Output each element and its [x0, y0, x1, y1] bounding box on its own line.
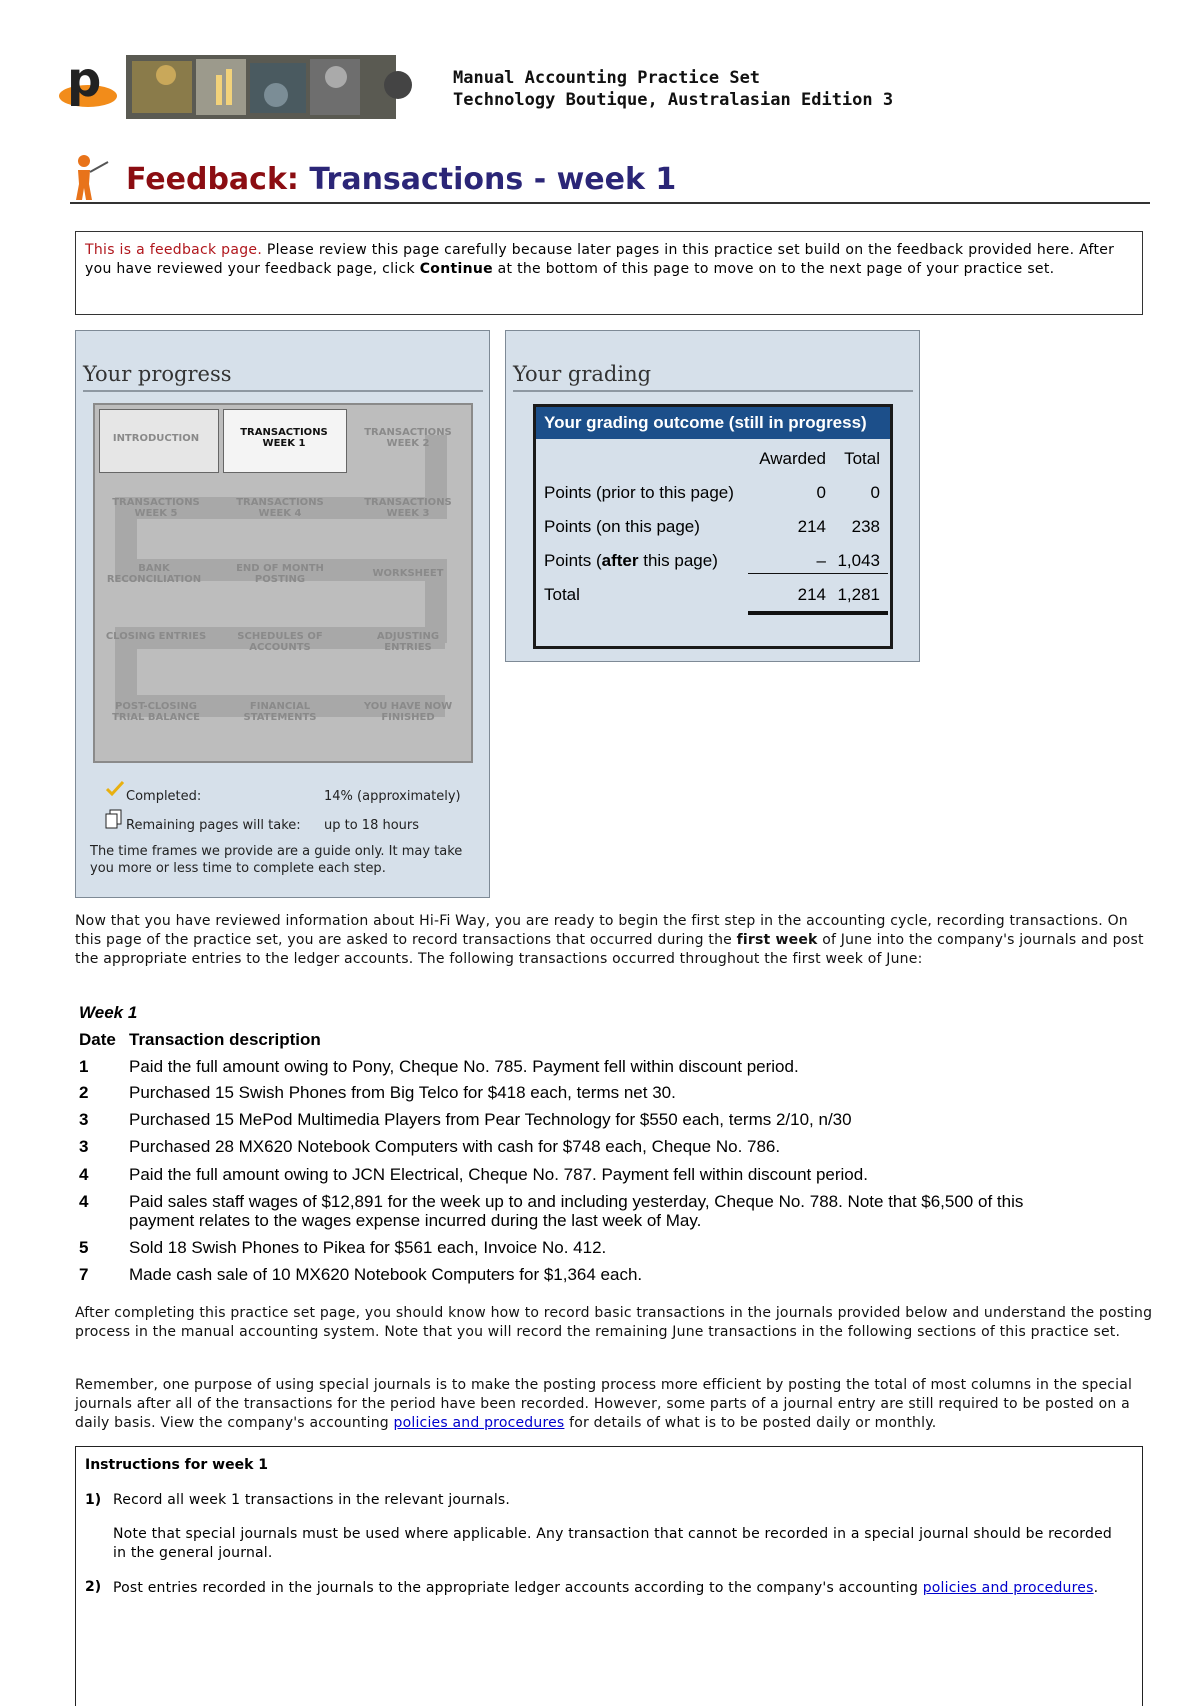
map-transactions-week-4: TRANSACTIONS WEEK 4: [236, 497, 324, 519]
header-title-line1: Manual Accounting Practice Set: [453, 68, 761, 88]
progress-panel: [75, 330, 490, 898]
transaction-date: 3: [79, 1110, 89, 1129]
grading-panel: [505, 330, 920, 662]
grading-row-total: 238: [851, 517, 880, 536]
after-paragraph: After completing this practice set page, you should know how to record basic transactions in the journals provided below and understand the posting process in the manual accounting system. Note that you will record the remaining June transactions in the following sections of this practice set.: [75, 1305, 1153, 1340]
publisher-logo: [58, 52, 118, 112]
col-total: Total: [844, 449, 880, 468]
transaction-desc: Paid the full amount owing to JCN Electrical, Cheque No. 787. Payment fell within discount period.: [129, 1165, 868, 1184]
grading-row-awarded: –: [816, 551, 826, 570]
progress-map: [93, 403, 473, 763]
remember-paragraph: Remember, one purpose of using special journals is to make the posting process more efficient by posting the total of most columns in the special journals after all of the transactions for the period have been recorded. However, some parts of a journal entry are still required to be posted on a daily basis. View the company's accounting policies and procedures for details of what is to be posted daily or monthly.: [75, 1377, 1133, 1431]
page-title-label: Feedback:: [126, 162, 299, 197]
col-date-header: Date: [79, 1030, 116, 1049]
transaction-date: 4: [79, 1165, 89, 1184]
grading-total-row: [544, 579, 884, 609]
page-title-text: Transactions - week 1: [309, 162, 677, 197]
intro-paragraph: Now that you have reviewed information about Hi-Fi Way, you are ready to begin the first step in the accounting cycle, recording transactions. On this page of the practice set, you are asked to record transactions that occurred during the first week of June into the company's journals and post the appropriate entries to the ledger accounts. The following transactions occurred throughout the first week of June:: [75, 913, 1144, 967]
col-awarded: Awarded: [759, 449, 826, 468]
col-desc-header: Transaction description: [129, 1030, 321, 1049]
transaction-date: 4: [79, 1192, 89, 1211]
remaining-label: Remaining pages will take:: [126, 818, 301, 833]
grading-table: [533, 404, 893, 649]
grading-row-label: Points (after this page): [544, 551, 718, 570]
map-transactions-week-1: TRANSACTIONS WEEK 1: [240, 427, 328, 449]
grading-row-total: 1,281: [837, 585, 880, 604]
grading-row-awarded: 214: [797, 517, 826, 536]
grading-row-total: 0: [870, 483, 880, 502]
grading-row: [544, 477, 884, 507]
progress-title: Your progress: [83, 362, 232, 386]
instructions-title: Instructions for week 1: [85, 1457, 268, 1473]
transaction-desc: Purchased 15 MePod Multimedia Players from Pear Technology for $550 each, terms 2/10, n/30: [129, 1110, 852, 1129]
policies-link[interactable]: policies and procedures: [922, 1580, 1094, 1596]
grading-row-label: Points (prior to this page): [544, 483, 734, 502]
transaction-desc: Paid sales staff wages of $12,891 for the week up to and including yesterday, Cheque No. 788. Note that $6,500 of this payment relates to the wages expense incurred during the last week of May.: [129, 1192, 1024, 1230]
transaction-desc: Made cash sale of 10 MX620 Notebook Computers for $1,364 each.: [129, 1265, 643, 1284]
step-1-text: Record all week 1 transactions in the relevant journals.: [113, 1492, 511, 1508]
intro-bold: first week: [736, 932, 818, 948]
transaction-date: 7: [79, 1265, 89, 1284]
page-title: [126, 162, 676, 197]
map-introduction: INTRODUCTION: [112, 433, 200, 444]
notice-text-2: at the bottom of this page to move on to the next page of your practice set.: [492, 261, 1055, 277]
map-bank-reconciliation: BANK RECONCILIATION: [106, 563, 202, 585]
transaction-date: 5: [79, 1238, 89, 1257]
grading-row-awarded: 0: [816, 483, 826, 502]
svg-text:p: p: [67, 52, 102, 108]
completed-label: Completed:: [126, 789, 202, 804]
grading-row-total: 1,043: [837, 551, 880, 570]
transaction-desc: Paid the full amount owing to Pony, Cheque No. 785. Payment fell within discount period.: [129, 1057, 799, 1076]
notice-text-1: Please review this page carefully because later pages in this practice set build on the feedback provided here. After you have reviewed your feedback page, click: [85, 242, 1115, 277]
step-number: 1): [85, 1492, 102, 1508]
transaction-date: 2: [79, 1083, 89, 1102]
grading-header-row: [544, 443, 884, 473]
sum-rule: [748, 573, 888, 574]
instructions-box: [75, 1446, 1143, 1706]
pages-icon: [104, 809, 124, 833]
map-schedules-of-accounts: SCHEDULES OF ACCOUNTS: [237, 631, 323, 653]
map-financial-statements: FINANCIAL STATEMENTS: [243, 701, 317, 723]
map-end-of-month-posting: END OF MONTH POSTING: [236, 563, 324, 585]
map-post-closing-trial-balance: POST-CLOSING TRIAL BALANCE: [112, 701, 200, 723]
transaction-date: 3: [79, 1137, 89, 1156]
checkmark-icon: [106, 781, 124, 801]
grading-title: Your grading: [513, 362, 652, 386]
grading-row-label: Points (on this page): [544, 517, 700, 536]
completed-value: 14% (approximately): [324, 789, 461, 804]
progress-note: The time frames we provide are a guide only. It may take you more or less time to complete each step.: [90, 844, 463, 876]
map-closing-entries: CLOSING ENTRIES: [105, 631, 207, 642]
grading-row: [544, 511, 884, 541]
map-worksheet: WORKSHEET: [372, 568, 444, 579]
week-label: Week 1: [79, 1003, 138, 1022]
notice-continue-word: Continue: [419, 261, 493, 277]
notice-highlight: This is a feedback page.: [85, 242, 263, 258]
grading-heading: Your grading outcome (still in progress): [536, 407, 890, 439]
remaining-value: up to 18 hours: [324, 818, 420, 833]
transaction-desc: Purchased 28 MX620 Notebook Computers with cash for $748 each, Cheque No. 786.: [129, 1137, 781, 1156]
total-double-rule: [748, 611, 888, 615]
transaction-desc: Purchased 15 Swish Phones from Big Telco for $418 each, terms net 30.: [129, 1083, 676, 1102]
page-title-row: [70, 152, 1150, 204]
grading-row: [544, 545, 884, 575]
progress-title-rule: [83, 390, 483, 392]
map-transactions-week-3: TRANSACTIONS WEEK 3: [364, 497, 452, 519]
transaction-desc: Sold 18 Swish Phones to Pikea for $561 each, Invoice No. 412.: [129, 1238, 607, 1257]
presenter-icon: [70, 152, 120, 206]
map-finished: YOU HAVE NOW FINISHED: [363, 701, 453, 723]
step-1-note: Note that special journals must be used where applicable. Any transaction that cannot be recorded in a special journal should be recorded in the general journal.: [113, 1526, 1112, 1561]
grading-row-awarded: 214: [797, 585, 826, 604]
map-transactions-week-2: TRANSACTIONS WEEK 2: [364, 427, 452, 449]
policies-link[interactable]: policies and procedures: [393, 1415, 565, 1431]
grading-row-label: Total: [544, 585, 580, 604]
header-title-line2: Technology Boutique, Australasian Edition 3: [453, 90, 894, 110]
step-number: 2): [85, 1579, 102, 1595]
step-2-text: Post entries recorded in the journals to the appropriate ledger accounts according to the company's accounting policies and procedures.: [113, 1580, 1099, 1596]
map-adjusting-entries: ADJUSTING ENTRIES: [376, 631, 440, 653]
map-transactions-week-5: TRANSACTIONS WEEK 5: [112, 497, 200, 519]
grading-title-rule: [513, 390, 913, 392]
transaction-date: 1: [79, 1057, 89, 1076]
feedback-notice: [75, 231, 1143, 315]
puzzle-banner-image: [126, 55, 416, 119]
